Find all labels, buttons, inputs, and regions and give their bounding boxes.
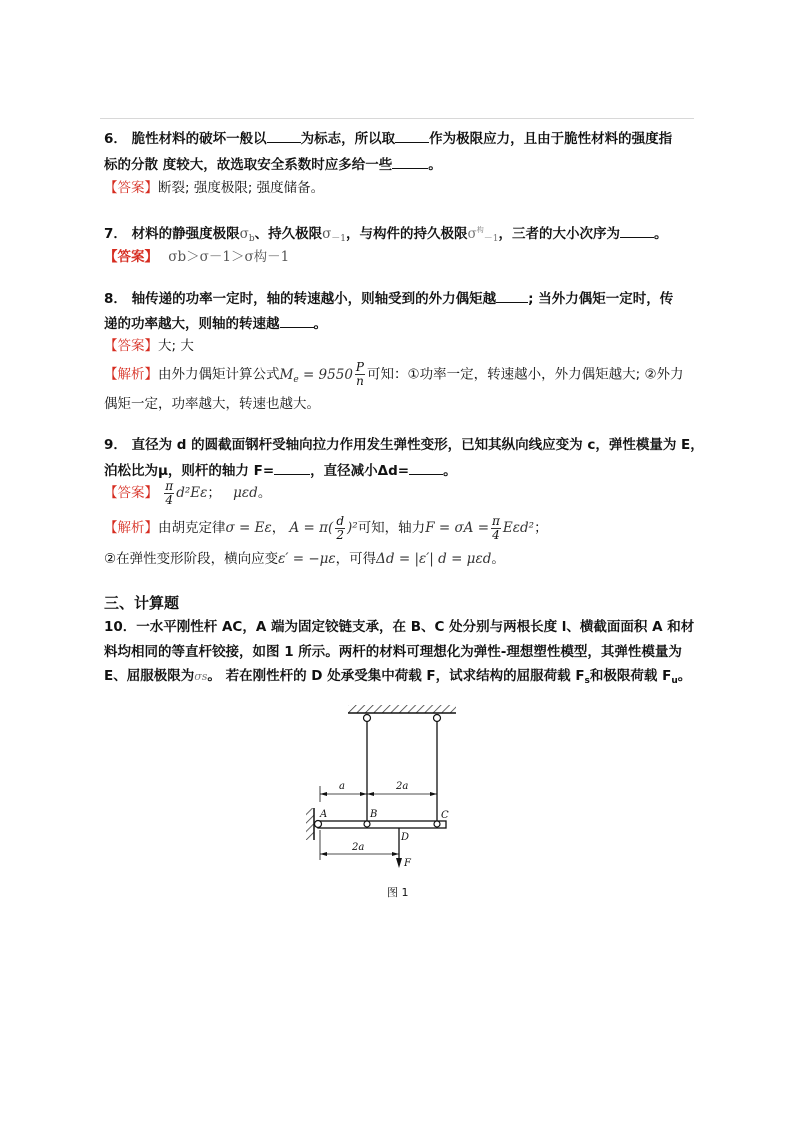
- pin-b: [364, 821, 370, 827]
- q9-area-tail: )²: [347, 520, 358, 536]
- fig-label-c: C: [441, 810, 449, 821]
- q6-text-a: 6． 脆性材料的破坏一般以: [104, 131, 267, 147]
- q9-area-frac: $\frac{d}{2}$: [336, 513, 344, 542]
- q8-analysis-b: 可知：①功率一定，转速越小，外力偶矩越大; ②外力: [367, 366, 684, 383]
- q9-lateral-strain: ε′ = −με: [278, 551, 336, 567]
- q7-sym-sigma-comp: $\sigma^构_{-1}$: [467, 226, 499, 244]
- fig-label-b: B: [370, 809, 378, 820]
- q7-text-c: ，与构件的持久极限: [346, 226, 468, 242]
- q10-text-c: E、屈服极限为: [104, 668, 195, 684]
- q7-text-b: 、持久极限: [254, 226, 323, 242]
- q9-answer-end: 。: [257, 485, 272, 501]
- q9-answer-expr2: μεd: [233, 485, 258, 501]
- q8-formula: $M_e = 9550$: [279, 366, 353, 385]
- q9-analysis-d: ，可得: [335, 551, 377, 567]
- q9-area-formula: A = π(: [289, 520, 334, 536]
- q10-text-a: 10．一水平刚性杆 AC，A 端为固定铰链支承，在 B、C 处分别与两根长度 l、横截面面积 A 和材: [104, 619, 695, 635]
- q8-analysis-c: 偶矩一定，功率越大，转速也越大。: [104, 396, 320, 412]
- q9-answer-sep: ；: [207, 485, 221, 501]
- q9-text-d: 。: [443, 463, 457, 479]
- q9-diameter-change: Δd = |ε′| d = μεd: [376, 551, 492, 567]
- analysis-tag: 【解析】: [104, 366, 158, 383]
- figure-caption: 图 1: [387, 886, 409, 899]
- q9-answer-expr1: d²Eε: [176, 485, 208, 501]
- fig-label-f: F: [404, 858, 411, 869]
- rigid-beam: [318, 821, 446, 828]
- q9-analysis-c: ②在弹性变形阶段，横向应变: [104, 551, 279, 567]
- q7-answer-expr: σb＞σ－1＞σ构－1: [168, 249, 290, 265]
- q9-force-frac: $\frac{\pi}{4}$: [492, 513, 500, 542]
- q8-text-a: 8． 轴传递的功率一定时，轴的转速越小，则轴受到的外力偶矩越: [104, 291, 497, 307]
- q7-text-d: ，三者的大小次序为: [498, 226, 620, 242]
- q9-text-c: ，直径减小Δd=: [310, 463, 410, 479]
- q6-answer-text: 断裂; 强度极限; 强度储备。: [158, 180, 325, 196]
- analysis-tag: 【解析】: [104, 520, 158, 536]
- q10-sub-s: s: [584, 676, 590, 686]
- q9-text-b: 泊松比为μ，则杆的轴力 F=: [104, 463, 275, 479]
- q9-text-a: 9． 直径为 d 的圆截面钢杆受轴向拉力作用发生弹性变形，已知其纵向线应变为 c，弹性模量为 E，: [104, 437, 704, 453]
- q9-analysis-sep: ，: [271, 520, 286, 536]
- answer-tag: 【答案】: [104, 249, 158, 265]
- q8-text-b: ; 当外力偶矩一定时，传: [528, 291, 674, 307]
- q6-text-d: 标的分散 度较大，故选取安全系数时应多给一些: [104, 157, 393, 173]
- wall-hatch: [306, 808, 314, 840]
- q9-analysis-b: 可知，轴力: [357, 520, 426, 536]
- load-arrowhead: [396, 858, 402, 868]
- q7-sym-sigma-b: $\sigma_b$: [239, 226, 255, 244]
- q9-hooke-law: σ = Eε: [225, 520, 272, 536]
- q8-text-d: 。: [313, 316, 327, 332]
- q8-answer-text: 大; 大: [158, 338, 194, 354]
- answer-tag: 【答案】: [104, 180, 158, 196]
- q8-formula-frac: $\frac{P}{n}$: [355, 360, 364, 388]
- q8-analysis-a: 由外力偶矩计算公式: [158, 366, 280, 383]
- pin-top-c: [434, 715, 441, 722]
- fig-label-a: A: [320, 809, 328, 820]
- q9-force-tail: Eεd²: [502, 520, 535, 536]
- q7-text-e: 。: [653, 226, 668, 242]
- q7-sym-sigma-1: $\sigma_{-1}$: [322, 226, 347, 244]
- q10-text-f: 。: [677, 668, 692, 684]
- q10-text-e: 和极限荷载 F: [589, 668, 672, 684]
- pin-a: [315, 821, 322, 828]
- q6-text-b: 为标志，所以取: [300, 131, 396, 147]
- section-heading: 三、计算题: [104, 594, 180, 612]
- q9-analysis-end: ；: [534, 520, 548, 536]
- answer-tag: 【答案】: [104, 485, 158, 501]
- q10-text-b: 料均相同的等直杆铰接，如图 1 所示。两杆的材料可理想化为弹性-理想塑性模型，其弹性模量为: [104, 644, 682, 660]
- q9-analysis-end2: 。: [491, 551, 505, 567]
- q9-answer-frac: $\frac{\pi}{4}$: [165, 478, 174, 507]
- q6-text-c: 作为极限应力，且由于脆性材料的强度指: [429, 131, 673, 147]
- answer-tag: 【答案】: [104, 338, 158, 354]
- ceiling-hatch: [348, 705, 456, 713]
- q9-force-formula: F = σA =: [425, 520, 490, 536]
- q9-analysis-a: 由胡克定律: [158, 520, 226, 536]
- fig-dim-2a-bottom: 2a: [352, 842, 365, 853]
- pin-c: [434, 821, 440, 827]
- q8-text-c: 递的功率越大，则轴的转速越: [104, 316, 280, 332]
- pin-top-b: [364, 715, 371, 722]
- fig-dim-2a-top: 2a: [396, 781, 409, 792]
- q10-yield-symbol: σs: [194, 670, 208, 683]
- q10-text-d: 。 若在刚性杆的 D 处承受集中荷载 F，试求结构的屈服荷载 F: [207, 668, 585, 684]
- q7-text-a: 7． 材料的静强度极限: [104, 226, 240, 242]
- fig-dim-a: a: [339, 781, 345, 792]
- fig-label-d: D: [401, 832, 410, 843]
- q6-text-e: 。: [428, 157, 442, 173]
- q10-sub-u: u: [671, 676, 678, 686]
